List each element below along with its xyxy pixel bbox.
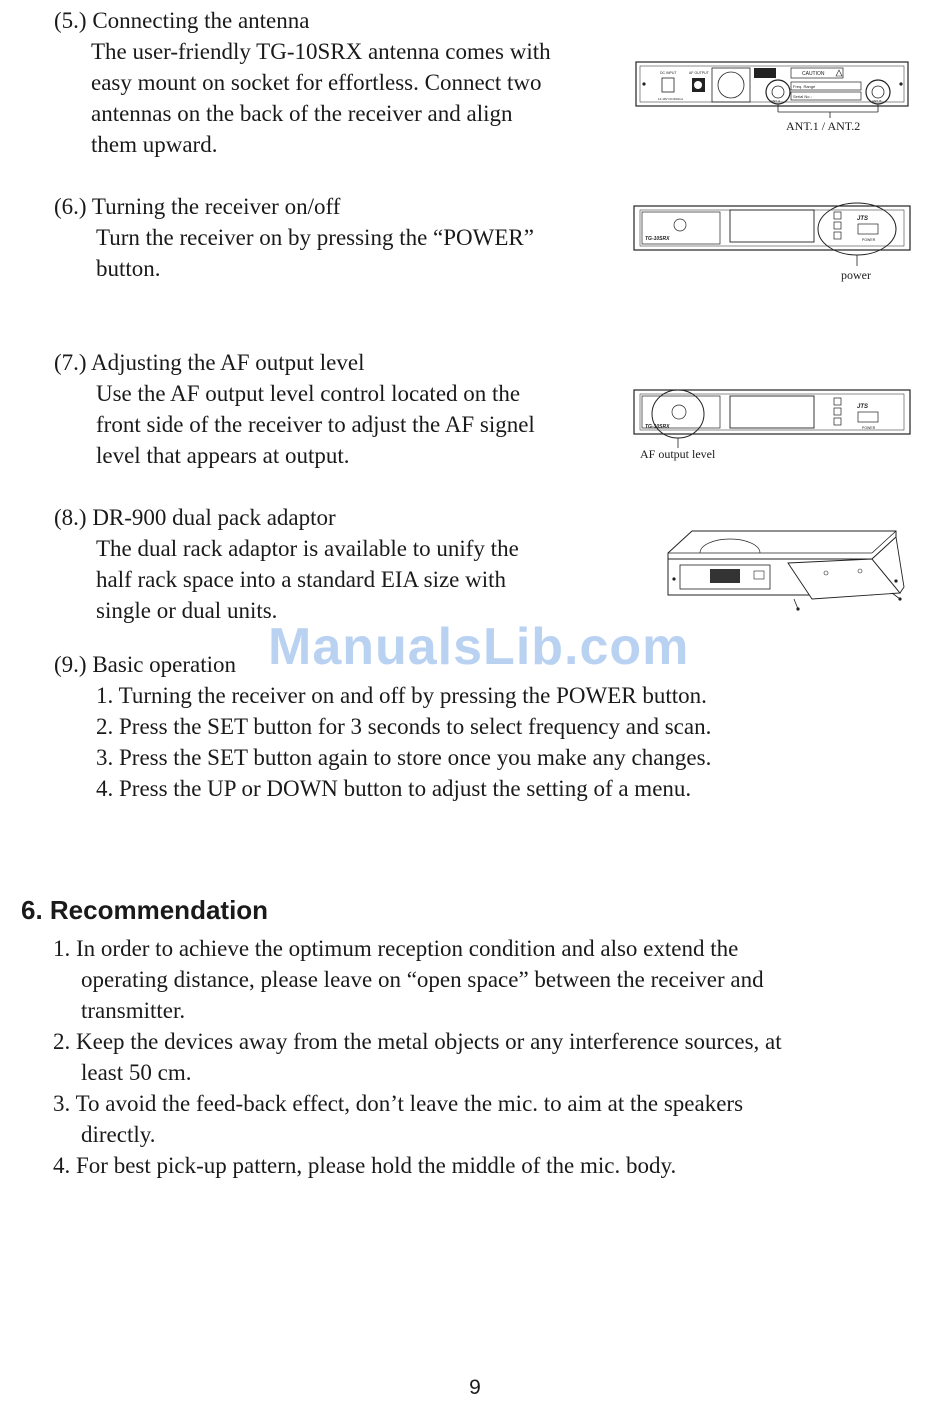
section-8-line: single or dual units. [96, 598, 278, 623]
section-9-heading: (9.) Basic operation [54, 652, 237, 677]
af-output-label: AF OUTPUT [689, 71, 709, 75]
receiver-front-power-figure [632, 200, 912, 270]
recommendation-line: 3. To avoid the feed-back effect, don’t leave the mic. to aim at the speakers [53, 1091, 744, 1116]
section-8-heading: (8.) DR-900 dual pack adaptor [54, 505, 336, 530]
power-label: POWER [862, 426, 876, 430]
section-6-line: button. [96, 256, 161, 281]
recommendation-line: least 50 cm. [81, 1060, 192, 1085]
section-7-line: Use the AF output level control located on the [96, 381, 521, 406]
power-figure-caption: power [841, 268, 871, 282]
section-5-heading: (5.) Connecting the antenna [54, 8, 310, 33]
ant-a-label: ANT. A [771, 99, 781, 103]
section-5-line: The user-friendly TG-10SRX antenna comes with [91, 39, 551, 64]
section-7-heading: (7.) Adjusting the AF output level [54, 350, 365, 375]
power-label: POWER [862, 238, 876, 242]
dc-voltage-label: 12-18V DC/300mA [658, 97, 684, 101]
recommendation-line: 1. In order to achieve the optimum reception condition and also extend the [53, 936, 739, 961]
model-label: TG-10SRX [645, 424, 670, 430]
section-9-line: 1. Turning the receiver on and off by pressing the POWER button. [96, 683, 707, 708]
section-5-line: antennas on the back of the receiver and align [91, 101, 513, 126]
section-5-line: them upward. [91, 132, 218, 157]
receiver-rear-panel-figure [632, 58, 912, 138]
recommendation-line: transmitter. [81, 998, 186, 1023]
receiver-front-af-figure [632, 384, 912, 454]
dual-rack-adaptor-figure [660, 515, 910, 615]
section-7-line: front side of the receiver to adjust the AF signel [96, 412, 535, 437]
recommendation-line: 2. Keep the devices away from the metal objects or any interference sources, at [53, 1029, 782, 1054]
brand-logo: JTS [857, 216, 869, 222]
section-6-heading: (6.) Turning the receiver on/off [54, 194, 341, 219]
page-number: 9 [469, 1376, 481, 1399]
recommendation-title: 6. Recommendation [21, 895, 269, 925]
watermark: ManualsLib.com [268, 618, 690, 676]
recommendation-line: 4. For best pick-up pattern, please hold the middle of the mic. body. [53, 1153, 677, 1178]
recommendation-line: directly. [81, 1122, 156, 1147]
recommendation-line: operating distance, please leave on “open space” between the receiver and [81, 967, 764, 992]
dc-input-label: DC INPUT [660, 71, 677, 75]
section-9-line: 4. Press the UP or DOWN button to adjust the setting of a menu. [96, 776, 692, 801]
caution-label: CAUTION [802, 71, 825, 77]
antenna-figure-caption: ANT.1 / ANT.2 [786, 119, 861, 133]
section-6-line: Turn the receiver on by pressing the “POWER” [96, 225, 534, 250]
section-9-line: 2. Press the SET button for 3 seconds to select frequency and scan. [96, 714, 712, 739]
freq-range-label: Freq. Range [793, 84, 816, 89]
section-7-line: level that appears at output. [96, 443, 350, 468]
model-label: TG-10SRX [645, 236, 670, 242]
section-9-line: 3. Press the SET button again to store once you make any changes. [96, 745, 712, 770]
af-figure-caption: AF output level [640, 447, 716, 461]
section-5-line: easy mount on socket for effortless. Connect two [91, 70, 542, 95]
brand-logo: JTS [857, 404, 869, 410]
section-8-line: The dual rack adaptor is available to unify the [96, 536, 519, 561]
serial-no-label: Serial No.: [793, 94, 812, 99]
ant-b-label: ANT. B [872, 99, 882, 103]
section-8-line: half rack space into a standard EIA size with [96, 567, 507, 592]
